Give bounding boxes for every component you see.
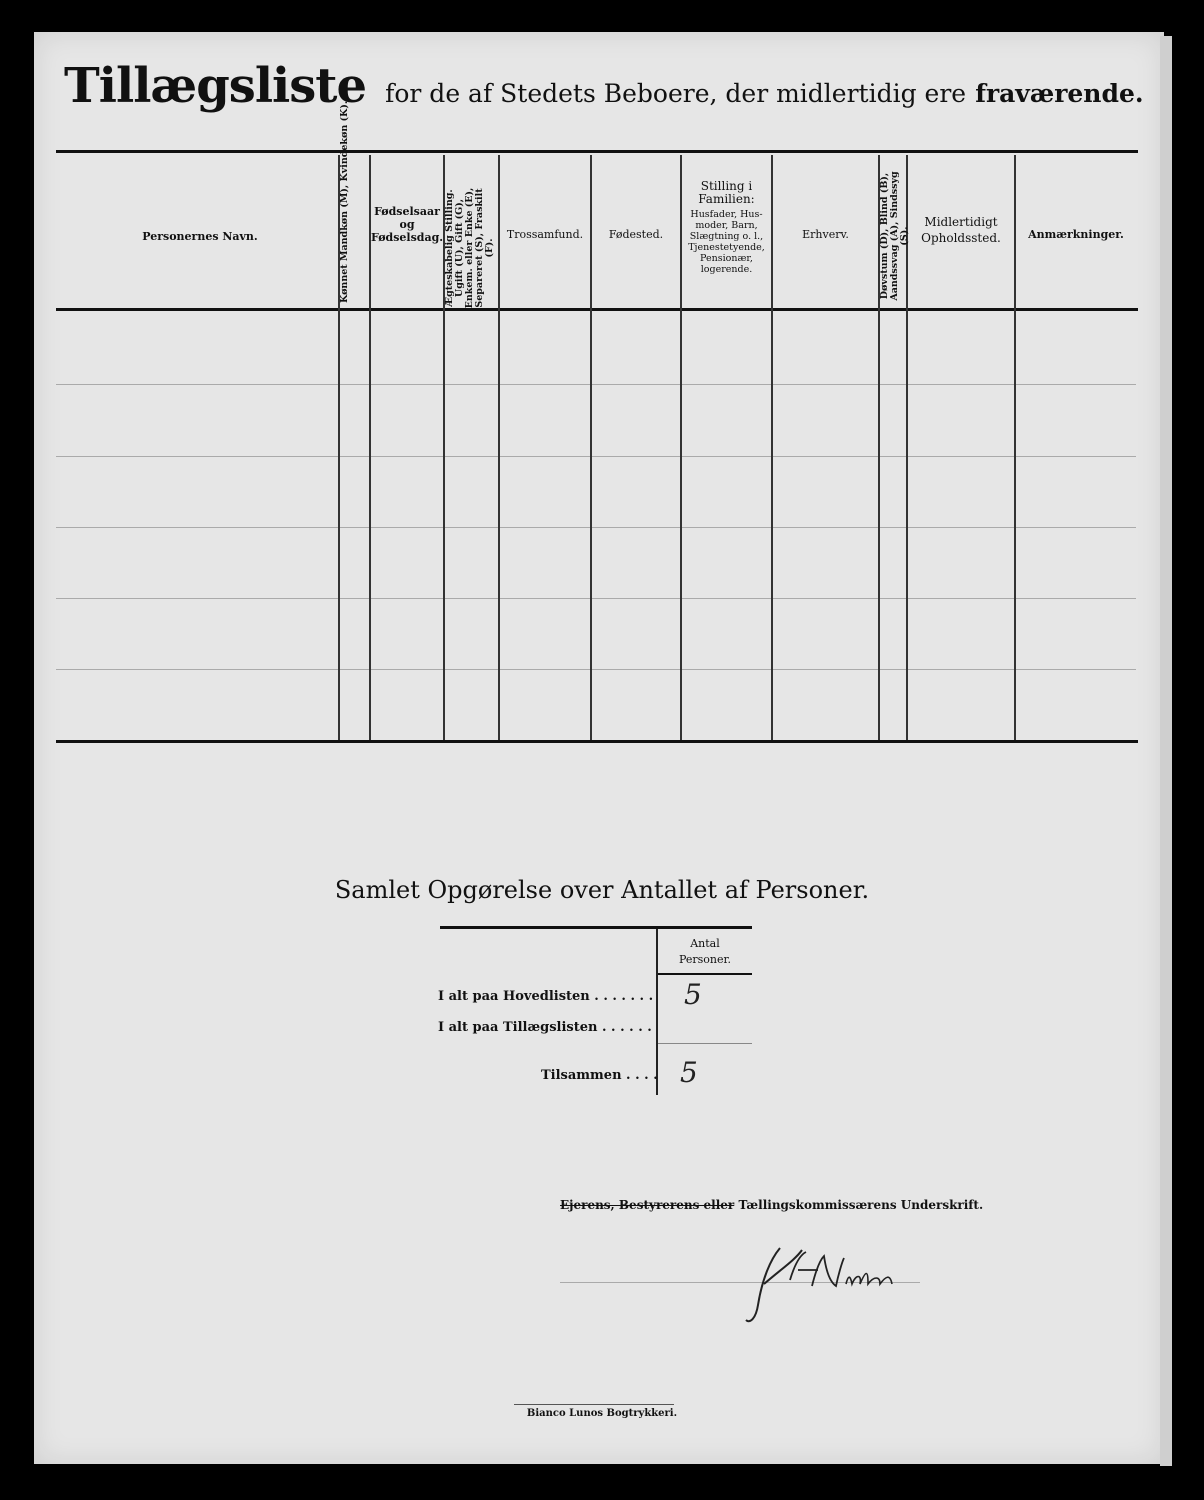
column-header-occupation: Erhverv. <box>802 228 849 241</box>
family-line-7: Pensionær, <box>700 253 753 264</box>
census-form-page <box>34 32 1164 1464</box>
column-header-gender-text: Kønnet Mandkøn (M), Kvindekøn (K). <box>339 100 350 303</box>
signature-label-text: Tællingskommissærens Underskrift. <box>738 1198 984 1212</box>
summary-value-total: 5 <box>680 1056 698 1089</box>
column-header-remarks: Anmærkninger. <box>1028 228 1124 241</box>
column-header-birthplace: Fødested. <box>608 228 664 241</box>
summary-row-supplement-list: I alt paa Tillægslisten . . . . . . <box>438 1020 652 1035</box>
summary-row-main-list: I alt paa Hovedlisten . . . . . . . <box>438 989 654 1004</box>
family-line-4: moder, Barn, <box>695 220 758 231</box>
table-header-rule <box>56 308 1138 311</box>
column-header-name: Personernes Navn. <box>142 230 258 243</box>
column-header-disability-text: Døvstum (D), Blind (B), Aandssvag (A), Sindssyg (S). <box>879 171 910 301</box>
family-line-8: logerende. <box>700 264 753 275</box>
family-line-1: Stilling i <box>700 179 753 193</box>
column-divider <box>590 155 592 740</box>
birthdate-line-2: og <box>399 218 415 231</box>
title-emphasis: fraværende. <box>975 79 1144 108</box>
column-divider <box>1014 155 1016 740</box>
signature-label <box>560 1198 983 1212</box>
residence-line-2: Opholdssted. <box>921 231 1001 245</box>
summary-value-main-list: 5 <box>684 978 702 1011</box>
family-line-3: Husfader, Hus- <box>690 209 763 220</box>
table-row-line <box>56 669 1136 670</box>
column-header-marital-text: Ægteskabelig Stilling. Ugift (U), Gift (G), Enkem. eller Enke (E), Separeret (S), Fraskilt (F). <box>444 187 495 309</box>
residence-line-1: Midlertidigt <box>924 215 998 229</box>
printer-rule <box>514 1404 674 1405</box>
signature-struck-text: Ejerens, Bestyrerens eller <box>560 1198 735 1212</box>
table-row-line <box>56 384 1136 385</box>
table-row-line <box>56 527 1136 528</box>
summary-subtotal-rule <box>658 1043 752 1044</box>
title-subtitle: for de af Stedets Beboere, der midlertidig ere <box>385 79 967 108</box>
column-divider <box>771 155 773 740</box>
summary-header-rule <box>658 973 752 975</box>
summary-top-rule <box>440 926 752 929</box>
family-line-6: Tjenestetyende, <box>688 242 765 253</box>
table-row-line <box>56 598 1136 599</box>
table-bottom-rule <box>56 740 1138 743</box>
form-title <box>64 58 1144 114</box>
summary-row-total: Tilsammen . . . . <box>541 1068 658 1083</box>
family-line-2: Familien: <box>698 192 755 206</box>
family-line-5: Slægtning o. l., <box>689 231 764 242</box>
title-main: Tillægsliste <box>64 58 367 114</box>
column-header-marital <box>445 178 497 318</box>
column-header-disability <box>879 166 910 306</box>
printer-imprint-text: Bianco Lunos Bogtrykkeri. <box>526 1408 678 1419</box>
column-divider <box>498 155 500 740</box>
column-header-birthdate <box>371 205 443 244</box>
column-header-gender <box>339 100 366 303</box>
table-row-line <box>56 456 1136 457</box>
summary-header-line-2: Personer. <box>678 953 732 966</box>
page-edge <box>1160 36 1172 1466</box>
column-header-residence <box>908 214 1014 246</box>
summary-column-header <box>660 936 750 968</box>
column-header-family-position <box>682 180 771 275</box>
column-header-religion: Trossamfund. <box>506 228 584 241</box>
summary-header-line-1: Antal <box>690 937 720 950</box>
printer-imprint <box>0 1408 1204 1419</box>
birthdate-line-1: Fødselsaar <box>374 205 440 218</box>
summary-title: Samlet Opgørelse over Antallet af Personer. <box>334 876 870 904</box>
table-top-rule <box>56 150 1138 153</box>
handwritten-signature <box>740 1240 910 1330</box>
birthdate-line-3: Fødselsdag. <box>371 231 444 244</box>
